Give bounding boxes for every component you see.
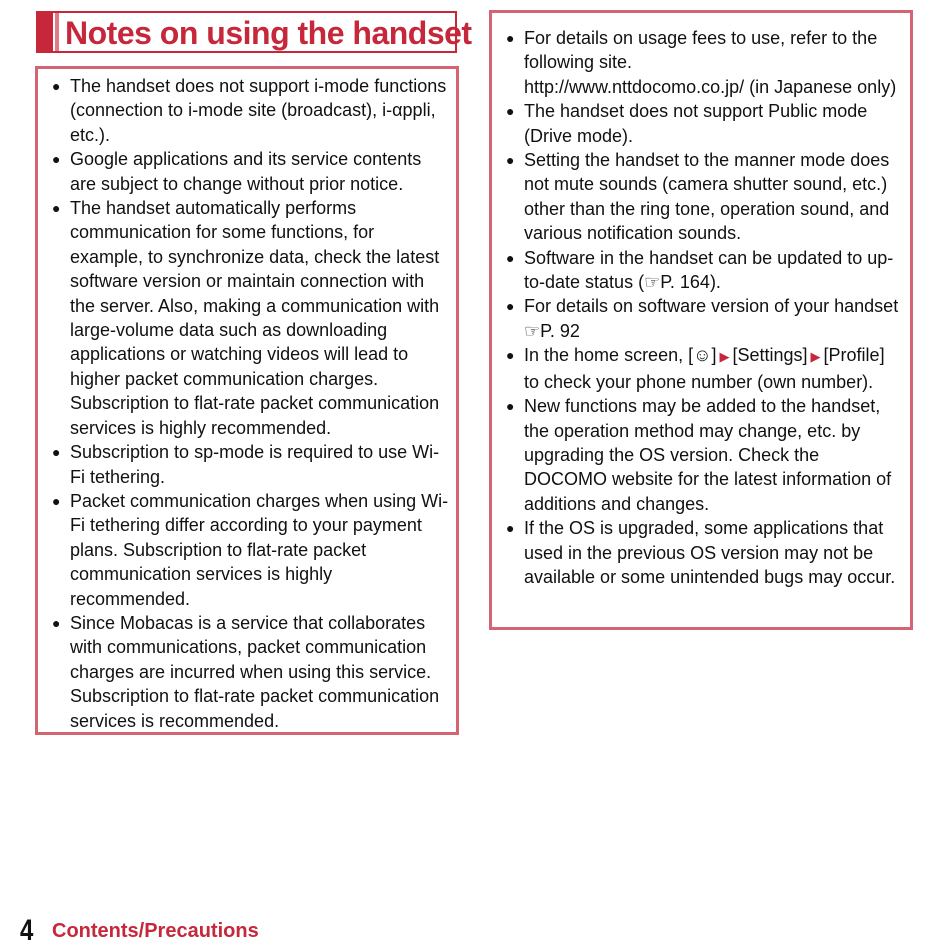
note-manner-mode: ● Setting the handset to the manner mode does not mute sounds (camera shutter sound, etc.) other than the ring tone, operation sound, and various notification sounds. bbox=[506, 148, 904, 246]
home-bracket-close: ] bbox=[711, 345, 717, 366]
usage-fees-text: For details on usage fees to use, refer to the following site. bbox=[524, 28, 878, 73]
software-update-text: Software in the handset can be updated to up-to-date status ( bbox=[524, 247, 894, 293]
home-screen-text: In the home screen, [ bbox=[524, 345, 694, 366]
section-name: Contents/Precautions bbox=[52, 920, 259, 942]
note-software-version bbox=[506, 294, 904, 343]
note-new-functions: ● New functions may be added to the handset, the operation method may change, etc. by upgrading the OS version. Check the DOCOMO website for the latest information of additions and changes. bbox=[506, 394, 904, 516]
page-title: Notes on using the handset bbox=[65, 15, 472, 51]
note-google-apps: ● Google applications and its service contents are subject to change without prior notice. bbox=[52, 147, 450, 196]
note-public-mode: ● The handset does not support Public mode (Drive mode). bbox=[506, 99, 904, 148]
reference-hand-icon: ☞ bbox=[524, 320, 541, 341]
title-accent-bar bbox=[38, 13, 53, 51]
note-os-upgrade: ● If the OS is upgraded, some applications that used in the previous OS version may not be available or some unintended bugs may occur. bbox=[506, 516, 904, 589]
phone-number-text: to check your phone number (own number). bbox=[524, 371, 874, 392]
note-auto-communication: ● The handset automatically performs communication for some functions, for example, to synchronize data, check the latest software version or maintain connection with the server. Also, making a communication with large-volume data such as downloading applications or watching videos will lead to higher packet communication charges. Subscription to flat-rate packet communication services is highly recommended. bbox=[52, 196, 450, 440]
note-software-update bbox=[506, 246, 904, 295]
page-title-banner bbox=[36, 11, 472, 53]
software-version-text: For details on software version of your handset bbox=[524, 296, 899, 317]
note-sp-mode: ● Subscription to sp-mode is required to use Wi-Fi tethering. bbox=[52, 440, 450, 489]
profile-menu-label: [Profile] bbox=[823, 345, 885, 366]
note-tethering-charges: ● Packet communication charges when using Wi-Fi tethering differ according to your payment plans. Subscription to flat-rate packet communication services is highly recommended. bbox=[52, 489, 450, 611]
note-phone-number bbox=[506, 343, 904, 394]
title-accent-stripe bbox=[55, 13, 59, 51]
software-version-page-ref[interactable]: P. 92 bbox=[540, 320, 580, 341]
software-update-page-ref[interactable]: P. 164 bbox=[660, 272, 710, 293]
notes-list-left bbox=[52, 74, 450, 733]
menu-key-icon: ☺ bbox=[693, 345, 712, 366]
reference-hand-icon: ☞ bbox=[644, 272, 661, 293]
page-number: 4 bbox=[20, 914, 34, 947]
notes-box-right bbox=[489, 10, 913, 630]
arrow-right-icon: ▶ bbox=[810, 349, 821, 365]
settings-menu-label: [Settings] bbox=[732, 345, 808, 366]
notes-box-left bbox=[35, 66, 459, 735]
docomo-url-link[interactable]: http://www.nttdocomo.co.jp/ (in Japanese only) bbox=[524, 76, 897, 97]
software-update-end: ). bbox=[709, 272, 721, 293]
note-usage-fees bbox=[506, 26, 904, 99]
note-imode: ● The handset does not support i-mode functions (connection to i-mode site (broadcast), i-αppli, etc.). bbox=[52, 74, 450, 147]
arrow-right-icon: ▶ bbox=[719, 349, 730, 365]
note-mobacas: ● Since Mobacas is a service that collaborates with communications, packet communication charges are incurred when using this service. Subscription to flat-rate packet communication services is recommended. bbox=[52, 611, 450, 733]
notes-list-right bbox=[506, 26, 904, 589]
